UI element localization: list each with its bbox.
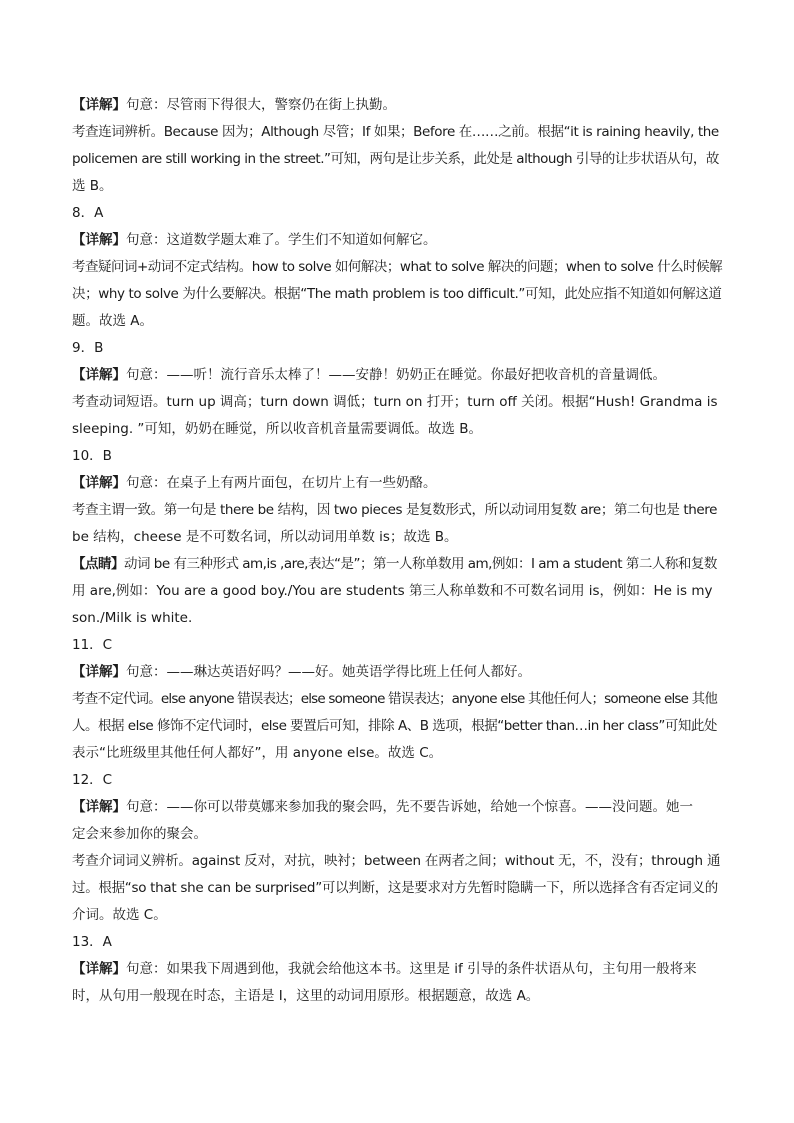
answer-number: 9．B: [72, 340, 104, 356]
detail-text: 句意：如果我下周遇到他，我就会给他这本书。这里是 if 引导的条件状语从句，主句用一般将来: [126, 961, 697, 977]
detail-line: [72, 794, 722, 821]
explanation-line: 考查动词短语。turn up 调高；turn down 调低；turn on 打开；turn off 关闭。根据“Hush! Grandma is: [72, 394, 718, 410]
explanation-line: 考查不定代词。else anyone 错误表达；else someone 错误表达；anyone else 其他任何人；someone else 其他: [72, 691, 718, 707]
explanation-line: 表示“比班级里其他任何人都好”，用 anyone else。故选 C。: [72, 745, 443, 761]
explanation-line: 考查介词词义辨析。against 反对，对抗，映衬；between 在两者之间；without 无，不，没有；through 通: [72, 853, 721, 869]
detail-line: [72, 659, 722, 686]
explanation-line: 介词。故选 C。: [72, 907, 167, 923]
detail-text: 句意：尽管雨下得很大，警察仍在街上执勤。: [126, 97, 396, 113]
explanation-line: sleeping. ”可知，奶奶在睡觉，所以收音机音量需要调低。故选 B。: [72, 421, 482, 437]
explanation-line: policemen are still working in the street.”可知，两句是让步关系，此处是 although 引导的让步状语从句，故: [72, 151, 719, 167]
explanation-line: 选 B。: [72, 178, 113, 194]
answer-number: 11．C: [72, 637, 113, 653]
explanation-line: 考查主谓一致。第一句是 there be 结构，因 two pieces 是复数形式，所以动词用复数 are；第二句也是 there: [72, 502, 718, 518]
detail-line: 定会来参加你的聚会。: [72, 826, 207, 842]
detail-line: [72, 92, 722, 119]
answer-number: 10．B: [72, 448, 112, 464]
detail-label: 【详解】: [72, 97, 126, 113]
answer-number: 12．C: [72, 772, 113, 788]
explanation-line: 题。故选 A。: [72, 313, 154, 329]
explanation-line: 考查疑问词+动词不定式结构。how to solve 如何解决；what to solve 解决的问题；when to solve 什么时候解: [72, 259, 723, 275]
tip-line: [72, 551, 722, 578]
detail-text: 句意：——你可以带莫娜来参加我的聚会吗，先不要告诉她，给她一个惊喜。——没问题。她一: [126, 799, 693, 815]
answer-number: 13．A: [72, 934, 112, 950]
tip-text: 动词 be 有三种形式 am,is ,are,表达“是”；第一人称单数用 am,例如：I am a student 第二人称和复数: [124, 556, 717, 572]
tip-label: 【点睛】: [72, 556, 124, 572]
detail-label: 【详解】: [72, 664, 126, 680]
explanation-line: 人。根据 else 修饰不定代词时，else 要置后可知，排除 A、B 选项，根据“better than…in her class”可知此处: [72, 718, 717, 734]
detail-line: [72, 956, 722, 983]
explanation-line: 考查连词辨析。Because 因为；Although 尽管；If 如果；Before 在……之前。根据“it is raining heavily, the: [72, 124, 719, 140]
detail-text: 句意：——琳达英语好吗？——好。她英语学得比班上任何人都好。: [126, 664, 531, 680]
detail-line: [72, 470, 722, 497]
explanation-line: 过。根据“so that she can be surprised”可以判断，这是要求对方先暂时隐瞒一下，所以选择含有否定词义的: [72, 880, 718, 896]
detail-line: [72, 227, 722, 254]
detail-text: 句意：——听！流行音乐太棒了！——安静！奶奶正在睡觉。你最好把收音机的音量调低。: [126, 367, 666, 383]
explanation-line: be 结构，cheese 是不可数名词，所以动词用单数 is；故选 B。: [72, 529, 458, 545]
detail-label: 【详解】: [72, 232, 126, 248]
detail-label: 【详解】: [72, 367, 126, 383]
document-page: [72, 92, 722, 1010]
detail-text: 句意：在桌子上有两片面包，在切片上有一些奶酪。: [126, 475, 437, 491]
tip-line: 用 are,例如：You are a good boy./You are students 第三人称单数和不可数名词用 is，例如：He is my: [72, 583, 713, 599]
detail-line: [72, 362, 722, 389]
detail-label: 【详解】: [72, 475, 126, 491]
detail-label: 【详解】: [72, 961, 126, 977]
tip-line: son./Milk is white.: [72, 610, 193, 626]
detail-text: 句意：这道数学题太难了。学生们不知道如何解它。: [126, 232, 437, 248]
detail-label: 【详解】: [72, 799, 126, 815]
answer-number: 8．A: [72, 205, 104, 221]
detail-line: 时，从句用一般现在时态，主语是 I，这里的动词用原形。根据题意，故选 A。: [72, 988, 540, 1004]
explanation-line: 决；why to solve 为什么要解决。根据“The math problem is too difficult.”可知，此处应指不知道如何解这道: [72, 286, 722, 302]
